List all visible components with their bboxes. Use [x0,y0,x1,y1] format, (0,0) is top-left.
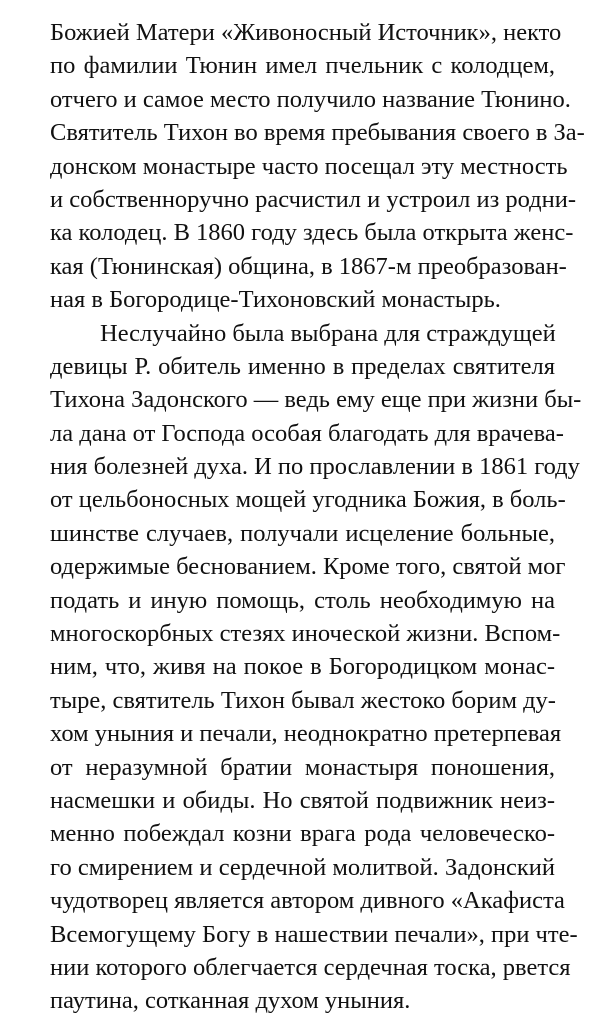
text-line: тыре, святитель Тихон бывал жестоко борим ду- [50,686,556,714]
paragraph [50,16,585,317]
text-line: ла дана от Господа особая благодать для врачева- [50,419,564,447]
text-line: подать и иную помощь, столь необходимую на [50,586,555,614]
text-line: Тихона Задонского — ведь ему еще при жизни бы- [50,386,582,414]
text-line: менно побеждал козни врага рода человеческо- [50,820,555,848]
text-line: нии которого облегчается сердечная тоска, рвется [50,953,571,981]
text-line: кая (Тюнинская) община, в 1867-м преобразован- [50,252,567,280]
text-line: и собственноручно расчистил и устроил из родни- [50,185,577,213]
text-line: насмешки и обиды. Но святой подвижник неиз- [50,786,555,814]
text-line: Святитель Тихон во время пребывания своего в За- [50,119,585,147]
text-line: от неразумной братии монастыря поношения, [50,753,555,781]
text-line: го смирением и сердечной молитвой. Задонский [50,853,555,881]
text-line: Неслучайно была выбрана для страждущей [100,319,556,347]
text-line: ния болезней духа. И по прославлении в 1861 году [50,453,580,481]
text-line: паутина, сотканная духом уныния. [50,987,411,1015]
text-line: отчего и самое место получило название Тюнино. [50,85,571,113]
document-page [50,16,585,1018]
text-line: многоскорбных стезях иноческой жизни. Вспом- [50,620,561,648]
paragraph [50,317,582,1018]
text-line: одержимые беснованием. Кроме того, святой мог [50,553,566,581]
text-line: хом уныния и печали, неоднократно претерпевая [50,720,562,748]
text-line: ним, что, живя на покое в Богородицком монас- [50,653,555,681]
text-line: ная в Богородице-Тихоновский монастырь. [50,286,501,314]
text-line: донском монастыре часто посещал эту местность [50,152,568,180]
text-line: Божией Матери «Живоносный Источник», некто [50,19,562,46]
text-line: девицы Р. обитель именно в пределах святителя [50,352,555,380]
text-line: от цельбоносных мощей угодника Божия, в боль- [50,486,566,514]
text-line: Всемогущему Богу в нашествии печали», при чте- [50,920,578,948]
text-line: шинстве случаев, получали исцеление больные, [50,519,555,547]
text-line: по фамилии Тюнин имел пчельник с колодцем, [50,52,555,80]
text-line: чудотворец является автором дивного «Акафиста [50,887,565,915]
text-line: ка колодец. В 1860 году здесь была открыта женс- [50,219,574,247]
